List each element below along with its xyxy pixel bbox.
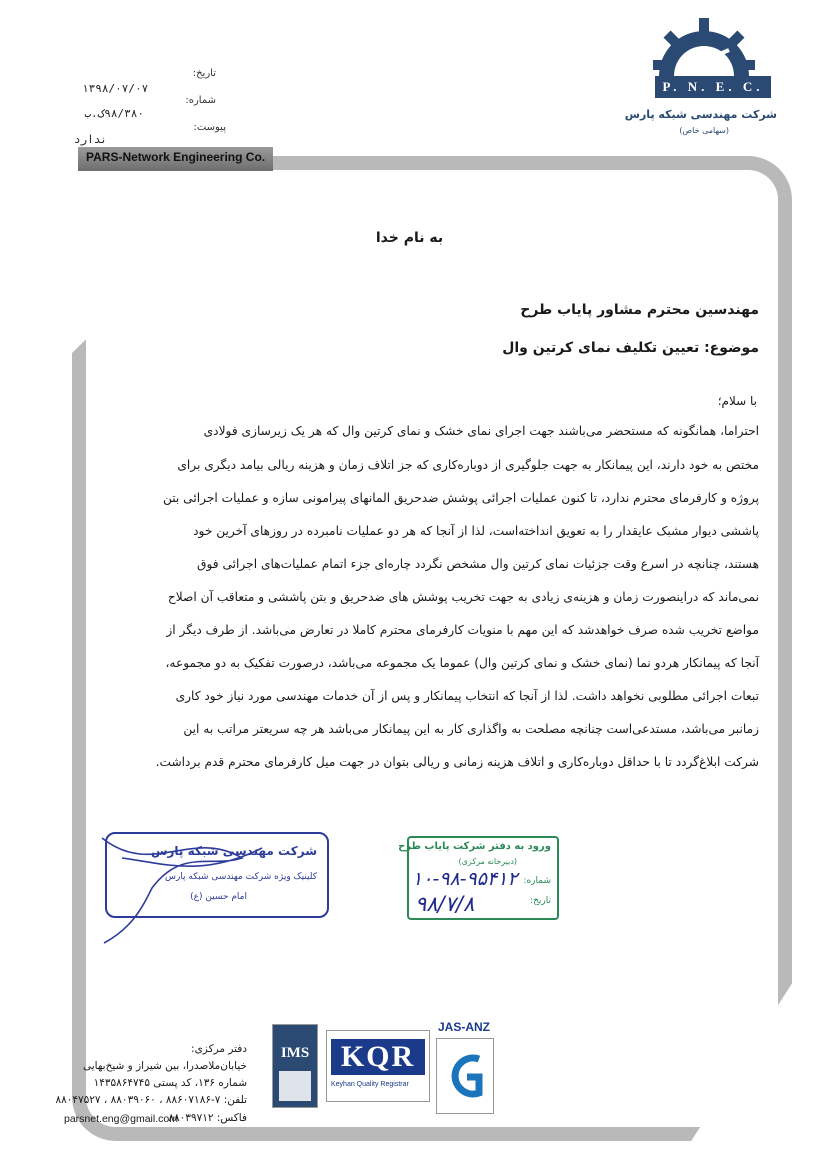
- number-label: شماره:: [185, 95, 216, 106]
- receipt-stamp-sub: (دبیرخانه مرکزی): [458, 857, 517, 866]
- kqr-text: KQR: [331, 1039, 425, 1075]
- gear-logo-icon: [639, 14, 769, 80]
- jas-anz-logo: [436, 1038, 494, 1114]
- paragraph-line: مختص به خود دارند، این پیمانکار به جهت جلوگیری از دوباره‌کاری که جز اتلاف زمان و هزینه ریالی بیامد دیگری برای: [177, 458, 759, 472]
- paragraph-line: تبعات اجرائی مطلوبی نخواهد داشت. لذا از آنجا که انتخاب پیمانکار و پس از آن خدمات مهندسی مورد نیاز خود کاری: [175, 689, 759, 703]
- office-label: دفتر مرکزی:: [191, 1043, 247, 1055]
- date-value: ۱۳۹۸/۰۷/۰۷: [82, 82, 149, 95]
- fax-line: فاکس: ۸۸۰۳۹۷۱۲: [168, 1112, 247, 1124]
- kqr-logo: [326, 1030, 430, 1102]
- kqr-caption: Keyhan Quality Registrar: [331, 1081, 409, 1088]
- paragraph-line: شرکت ابلاغ‌گردد تا با حداقل دوباره‌کاری و اتلاف هزینه زمانی و ریالی بتوان در جهت میل کارفرمای محترم قدم برداشت.: [155, 755, 759, 769]
- paragraph-line: پاششی دیوار مشبک عایقدار را به تعویق انداخته‌است، لذا از آنجا که هر دو عملیات نامبرده در روزهای آخرین خود: [193, 524, 759, 538]
- jas-anz-label: JAS-ANZ: [438, 1020, 491, 1034]
- paragraph-line: احتراما، همانگونه که مستحضر می‌باشند جهت اجرای نمای خشک و نمای کرتین وال که هر یک زیرسازی فولادی: [203, 424, 759, 438]
- paragraph-line: مواضع تخریب شده صرف خواهدشد که این مهم با منویات کارفرمای محترم کاملا در تعارض می‌باشد. از طرف دیگر از: [166, 623, 759, 637]
- ims-logo: [272, 1024, 318, 1108]
- jas-anz-icon: [437, 1039, 493, 1113]
- paragraph-line: نمی‌ماند که دراینصورت زمان و هزینه‌ی زیادی به جهت تخریب پوشش های ضدحریق و بتن پاششی و متعاقب آن اصلاح: [167, 590, 759, 604]
- company-stamp-line3: امام حسین (ع): [190, 892, 247, 902]
- phone-line: تلفن: ۷-۸۸۶۰۷۱۸۶ ، ۸۸۰۳۹۰۶۰ ، ۸۸۰۴۷۵۲۷: [55, 1094, 247, 1106]
- address-line1: خیابان‌ملاصدرا، بین شیراز و شیخ‌بهایی: [82, 1060, 247, 1072]
- pnec-acronym: P. N. E. C.: [655, 76, 771, 98]
- receipt-date-handwritten: ۹۸/۷/۸: [415, 892, 475, 916]
- company-name: شرکت مهندسی شبکه پارس: [624, 108, 777, 121]
- ims-text: IMS: [280, 1045, 310, 1061]
- number-value: ۹۸/۳۸۰ک.ب: [84, 107, 144, 120]
- greeting: با سلام؛: [717, 394, 757, 408]
- letter-title: به نام خدا: [375, 230, 444, 246]
- company-type: (سهامی خاص): [679, 126, 729, 135]
- date-label: تاریخ:: [192, 68, 216, 79]
- paragraph-line: پروژه و کارفرمای محترم ندارد، تا کنون عملیات اجرائی پوشش ضدحریق المانهای پیرامونی سازه و عملیات اجرائی بتن: [162, 491, 759, 505]
- company-stamp-line2: کلینیک ویژه شرکت مهندسی شبکه پارس: [164, 872, 317, 882]
- banner-text: PARS-Network Engineering Co.: [86, 150, 266, 164]
- address-line2: شماره ۱۳۶، کد پستی ۱۴۳۵۸۶۴۷۴۵: [93, 1077, 247, 1089]
- signature-icon: [92, 818, 272, 948]
- ims-caption-block: [279, 1071, 311, 1101]
- subject: موضوع: تعیین تکلیف نمای کرتین وال: [502, 340, 759, 356]
- paragraph-line: زمانبر می‌باشد، مستدعی‌است چنانچه مصلحت به واگذاری کار به این پیمانکار می‌باشد هر چه سریعتر مراتب به این: [183, 722, 759, 736]
- company-logo: [619, 14, 789, 144]
- attachment-label: پیوست:: [193, 122, 226, 133]
- company-stamp-title: شرکت مهندسی شبکه پارس: [150, 844, 317, 858]
- receipt-number-label: شماره:: [523, 876, 551, 886]
- paragraph-line: هستند، چنانچه در اسرع وقت جزئیات نمای کرتین وال مشخص نگردد چاره‌ای جزء اتمام عملیات‌های اجرائی فوق: [197, 557, 759, 571]
- paragraph-line: آنجا که پیمانکار هردو نما (نمای خشک و نمای کرتین وال) عموما یک مجموعه می‌باشد، درصورت تفکیک به دو مجموعه،: [165, 656, 759, 670]
- receipt-date-label: تاریخ:: [530, 896, 551, 906]
- receipt-stamp-title: ورود به دفتر شرکت پایاب طرح: [398, 841, 551, 852]
- email-link[interactable]: parsnet.eng@gmail.com: [64, 1113, 178, 1125]
- receipt-number-handwritten: ۱۰-۹۸-۹۵۴۱۲: [412, 868, 518, 890]
- attachment-value: ندارد: [73, 133, 107, 146]
- addressee: مهندسین محترم مشاور پایاب طرح: [520, 302, 759, 318]
